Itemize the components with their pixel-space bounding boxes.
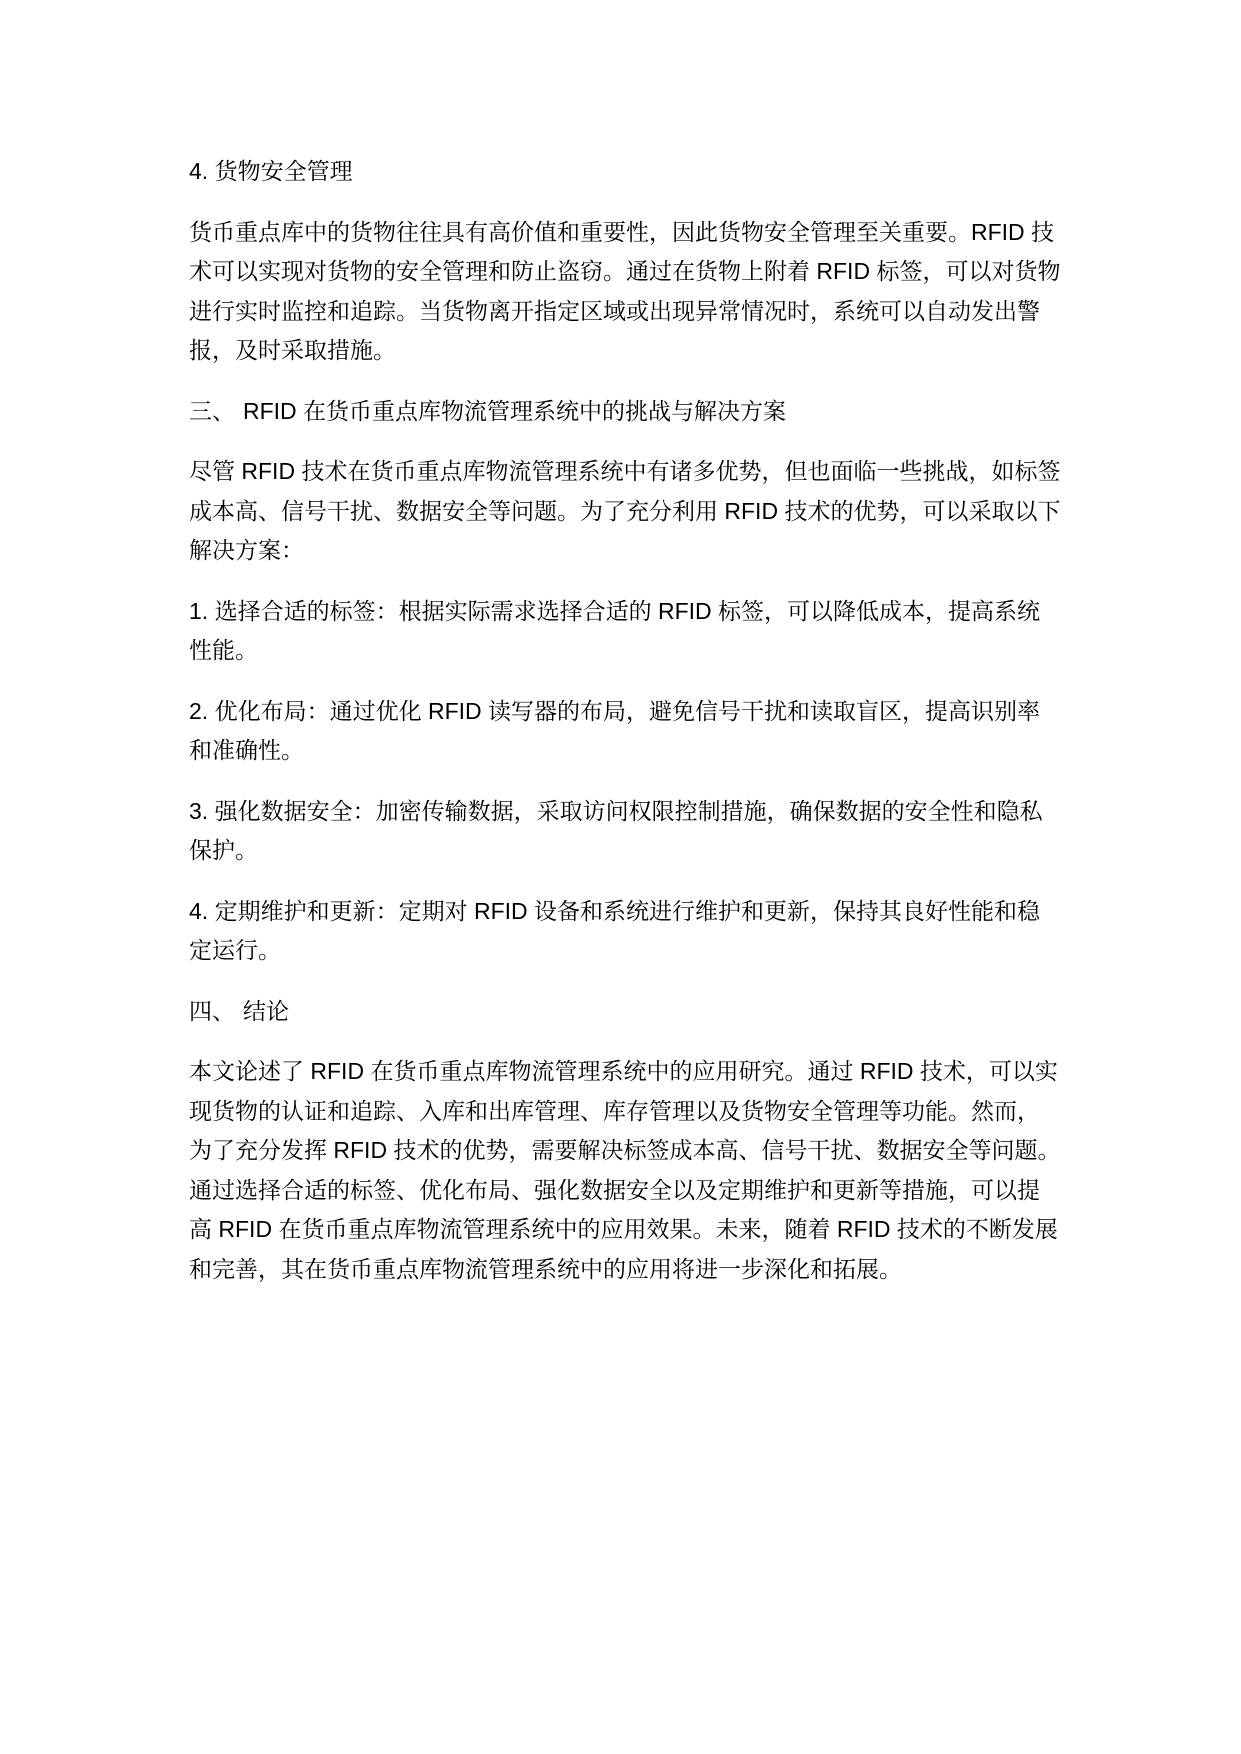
paragraph-line: 高 RFID 在货币重点库物流管理系统中的应用效果。未来，随着 RFID 技术的不断发展 xyxy=(189,1216,1058,1242)
paragraph-line: 尽管 RFID 技术在货币重点库物流管理系统中有诸多优势，但也面临一些挑战，如标签 xyxy=(189,458,1061,484)
paragraph-line: 本文论述了 RFID 在货币重点库物流管理系统中的应用研究。通过 RFID 技术，可以实 xyxy=(189,1058,1058,1084)
conclusion-paragraph xyxy=(189,1052,1061,1289)
paragraph-line: 和完善，其在货币重点库物流管理系统中的应用将进一步深化和拓展。 xyxy=(189,1255,902,1282)
section-heading xyxy=(189,992,1057,1032)
document-body xyxy=(189,152,1061,1310)
section-title: RFID 在货币重点库物流管理系统中的挑战与解决方案 xyxy=(243,397,787,424)
paragraph-line: 2. 优化布局：通过优化 RFID 读写器的布局，避免信号干扰和读取盲区，提高识别率 xyxy=(189,697,1041,724)
section-number: 四、 xyxy=(189,997,235,1024)
paragraph-line: 进行实时监控和追踪。当货物离开指定区域或出现异常情况时，系统可以自动发出警 xyxy=(189,297,1040,324)
section-number: 三、 xyxy=(189,397,235,424)
challenges-intro-paragraph xyxy=(189,452,1061,571)
paragraph-line: 通过选择合适的标签、优化布局、强化数据安全以及定期维护和更新等措施，可以提 xyxy=(189,1176,1040,1203)
paragraph-line: 货币重点库中的货物往往具有高价值和重要性，因此货物安全管理至关重要。RFID 技 xyxy=(189,218,1055,245)
paragraph-line: 性能。 xyxy=(189,637,258,663)
paragraph-line: 报，及时采取措施。 xyxy=(189,337,396,363)
section-challenges-heading xyxy=(189,392,1057,432)
solution-item-4 xyxy=(189,892,1057,971)
security-management-paragraph xyxy=(189,213,1061,371)
section-conclusion-heading xyxy=(189,992,1057,1032)
section-title: 结论 xyxy=(243,997,289,1024)
paragraph-line: 保护。 xyxy=(189,837,258,863)
paragraph-line: 术可以实现对货物的安全管理和防止盗窃。通过在货物上附着 RFID 标签，可以对货物 xyxy=(189,258,1061,284)
solution-item-3 xyxy=(189,792,1057,871)
solution-item-2 xyxy=(189,692,1057,771)
paragraph-line: 4. 定期维护和更新：定期对 RFID 设备和系统进行维护和更新，保持其良好性能和稳 xyxy=(189,897,1041,924)
paragraph-line: 为了充分发挥 RFID 技术的优势，需要解决标签成本高、信号干扰、数据安全等问题。 xyxy=(189,1137,1061,1163)
section-heading xyxy=(189,392,1057,432)
paragraph-line: 现货物的认证和追踪、入库和出库管理、库存管理以及货物安全管理等功能。然而， xyxy=(189,1097,1040,1124)
paragraph-line: 和准确性。 xyxy=(189,737,304,763)
subsection-heading: 4. 货物安全管理 xyxy=(189,158,353,184)
solution-item-1 xyxy=(189,592,1057,671)
subsection-security-management xyxy=(189,152,1057,192)
paragraph-line: 1. 选择合适的标签：根据实际需求选择合适的 RFID 标签，可以降低成本，提高系统 xyxy=(189,597,1041,624)
paragraph-line: 定运行。 xyxy=(189,937,281,963)
paragraph-line: 成本高、信号干扰、数据安全等问题。为了充分利用 RFID 技术的优势，可以采取以下 xyxy=(189,497,1061,524)
paragraph-line: 解决方案： xyxy=(189,537,304,563)
paragraph-line: 3. 强化数据安全：加密传输数据，采取访问权限控制措施，确保数据的安全性和隐私 xyxy=(189,797,1043,824)
